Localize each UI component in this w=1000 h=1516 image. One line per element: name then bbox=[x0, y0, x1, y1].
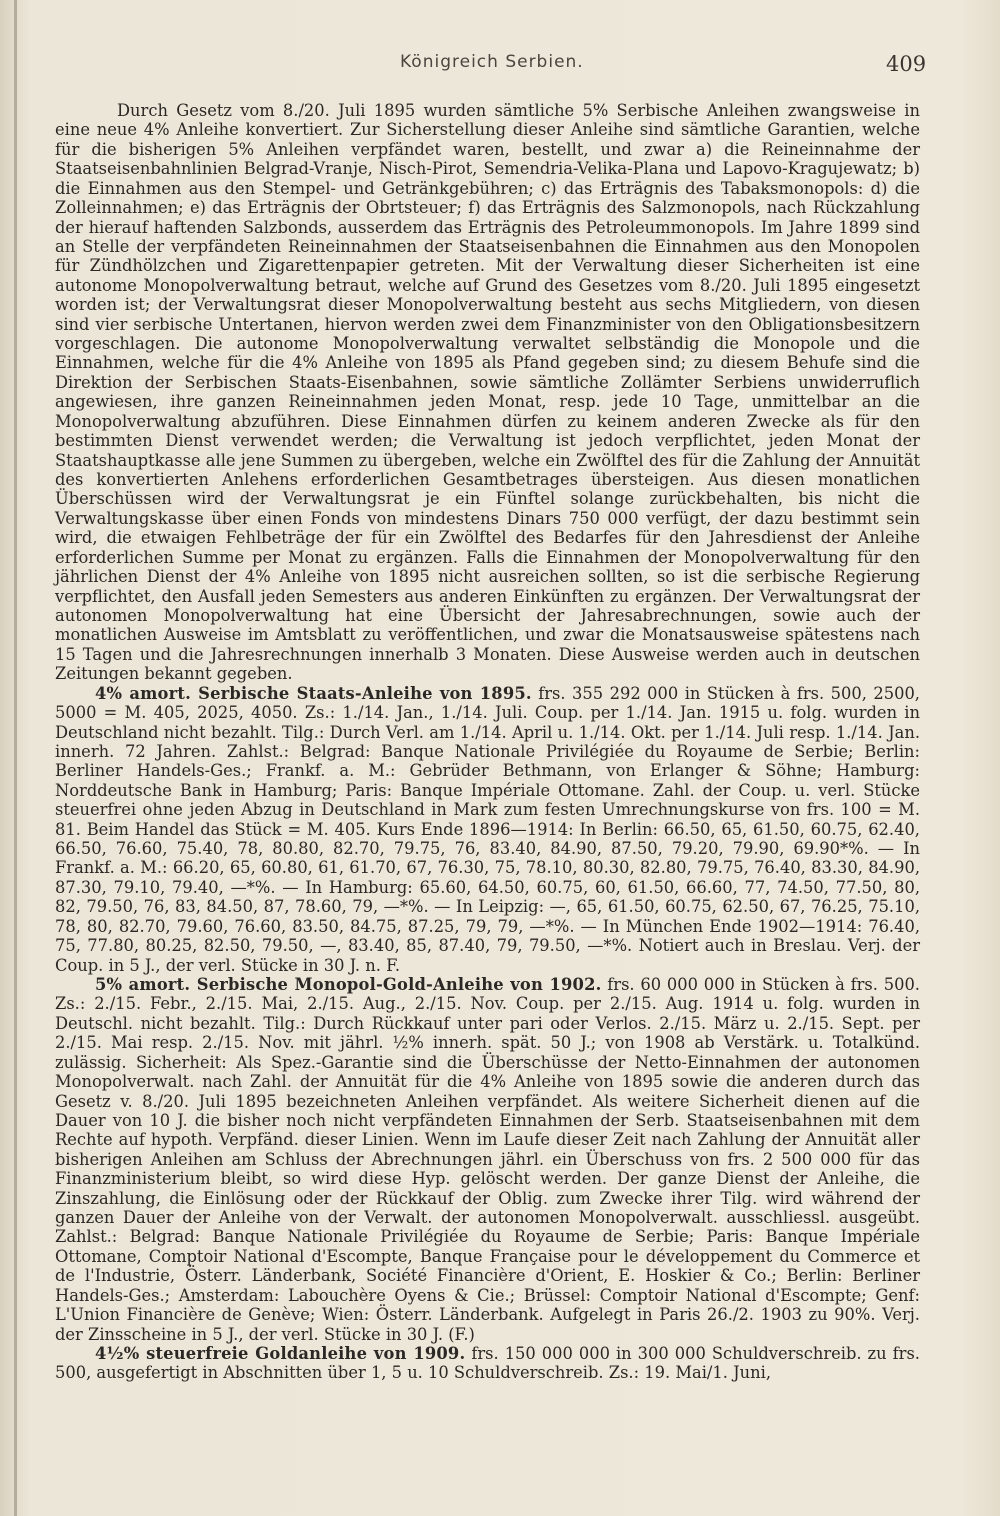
page-number: 409 bbox=[886, 52, 927, 76]
entry-heading: 4½% steuerfreie Goldanleihe von 1909. bbox=[95, 1344, 466, 1363]
entry-text: frs. 60 000 000 in Stücken à frs. 500. Zs.: 2./15. Febr., 2./15. Mai, 2./15. Aug., 2./15. Nov. Coup. per 2./15. Aug. 1914 u. folg. wurden in Deutschl. nicht bezahlt. Tilg.: Durch Rückkauf unter pari oder Verlos. 2./15. März u. 2./15. Sept. per 2./15. Mai resp. 2./15. Nov. mit jährl. ½% innerh. spät. 50 J.; von 1908 ab Verstärk. u. Totalkünd. zulässig. Sicherheit: Als Spez.-Garantie sind die Überschüsse der Netto-Einnahmen der autonomen Monopolverwalt. nach Zahl. der Annuität für die 4% Anleihe von 1895 sowie die anderen durch das Gesetz v. 8./20. Juli 1895 bezeichneten Anleihen verpfändet. Als weitere Sicherheit dienen auf die Dauer von 10 J. die bisher noch nicht verpfändeten Einnahmen der Serb. Staatseisenbahnen mit dem Rechte auf hypoth. Verpfänd. dieser Linien. Wenn im Laufe dieser Zeit nach Zahlung der Annuität aller bisherigen Anleihen am Schluss der Abrechnungen jährl. ein Überschuss von frs. 2 500 000 für das Finanzministerium bleibt, so wird diese Hyp. gelöscht werden. Der ganze Dienst der Anleihe, die Zinszahlung, die Einlösung oder der Rückkauf der Oblig. zum Zwecke ihrer Tilg. wird während der ganzen Dauer der Anleihe von der Verwalt. der autonomen Monopolverwalt. ausschliessl. ausgeübt. Zahlst.: Belgrad: Banque Nationale Privilégiée du Royaume de Serbie; Paris: Banque Impériale Ottomane, Comptoir National d'Escompte, Banque Française pour le développement du Commerce et de l'Industrie, Österr. Länderbank, Société Financière d'Orient, E. Hoskier & Co.; Berlin: Berliner Handels-Ges.; Amsterdam: Labouchère Oyens & Cie.; Brüssel: Comptoir National d'Escompte; Genf: L'Union Financière de Genève; Wien: Österr. Länderbank. Aufgelegt in Paris 26./2. 1903 zu 90%. Verj. der Zinsscheine in 5 J., der verl. Stücke in 30 J. (F.) bbox=[55, 974, 920, 1344]
entry-heading: 4% amort. Serbische Staats-Anleihe von 1895. bbox=[95, 683, 532, 703]
paragraph-text: Durch Gesetz vom 8./20. Juli 1895 wurden sämtliche 5% Serbische Anleihen zwangsweise in eine neue 4% Anleihe konvertiert. Zur Sicherstellung dieser Anleihe sind sämtliche Garantien, welche für die bisherigen 5% Anleihen verpfändet waren, bestellt, und zwar a) die Reineinnahme der Staatseisenbahnlinien Belgrad-Vranje, Nisch-Pirot, Semendria-Velika-Plana und Lapovo-Kragujewatz; b) die Einnahmen aus den Stempel- und Getränkgebühren; c) das Erträgnis des Tabaksmonopols: d) die Zolleinnahmen; e) das Erträgnis der Obrtsteuer; f) das Erträgnis des Salzmonopols, nach Rückzahlung der hierauf haftenden Salzbonds, ausserdem das Erträgnis des Petroleummonopols. Im Jahre 1899 sind an Stelle der verpfändeten Reineinnahmen der Staatseisenbahnen die Einnahmen aus den Monopolen für Zündhölzchen und Zigarettenpapier getreten. Mit der Verwaltung dieser Sicherheiten ist eine autonome Monopolverwaltung betraut, welche auf Grund des Gesetzes vom 8./20. Juli 1895 eingesetzt worden ist; der Verwaltungsrat dieser Monopolverwaltung besteht aus sechs Mitgliedern, von diesen sind vier serbische Untertanen, hiervon werden zwei dem Finanzminister von den Obligationsbesitzern vorgeschlagen. Die autonome Monopolverwaltung verwaltet selbständig die Monopole und die Einnahmen, welche für die 4% Anleihe von 1895 als Pfand gegeben sind; zu diesem Behufe sind die Direktion der Serbischen Staats-Eisenbahnen, sowie sämtliche Zollämter Serbiens unwiderruflich angewiesen, ihre ganzen Reineinnahmen jeden Monat, resp. jede 10 Tage, unmittelbar an die Monopolverwaltung abzuführen. Diese Einnahmen dürfen zu keinem anderen Zwecke als für den bestimmten Dienst verwendet werden; die Verwaltung ist jedoch verpflichtet, jeden Monat der Staatshauptkasse alle jene Summen zu übergeben, welche ein Zwölftel des für die Zahlung der Annuität des konvertierten Anlehens erforderlichen Gesamtbetrages übersteigen. Aus diesen monatlichen Überschüssen wird der Verwaltungsrat je ein Fünftel solange zurückbehalten, bis nicht die Verwaltungskasse über einen Fonds von mindestens Dinars 750 000 verfügt, der dazu bestimmt sein wird, die etwaigen Fehlbeträge der für ein Zwölftel des Bedarfes für den Jahresdienst der Anleihe erforderlichen Summe per Monat zu ergänzen. Falls die Einnahmen der Monopolverwaltung für den jährlichen Dienst der 4% Anleihe von 1895 nicht ausreichen sollten, so ist die serbische Regierung verpflichtet, den Ausfall jeden Semesters aus anderen Einkünften zu ergänzen. Der Verwaltungsrat der autonomen Monopolverwaltung hat eine Übersicht der Jahresabrechnungen, sowie auch der monatlichen Ausweise im Amtsblatt zu veröffentlichen, und zwar die Monatsausweise spätestens nach 15 Tagen und die Jahresrechnungen innerhalb 3 Monaten. Diese Ausweise werden auch in deutschen Zeitungen bekannt gegeben. bbox=[55, 101, 920, 684]
intro-paragraph bbox=[55, 101, 920, 684]
entry-text: frs. 150 000 000 in 300 000 Schuldverschreib. zu frs. 500, ausgefertigt in Abschnitten über 1, 5 u. 10 Schuldverschreib. Zs.: 19. Mai/1. Juni, bbox=[55, 1344, 920, 1383]
running-header bbox=[0, 52, 1000, 76]
binding-edge bbox=[14, 0, 17, 1516]
entry-heading: 5% amort. Serbische Monopol-Gold-Anleihe von 1902. bbox=[95, 974, 602, 994]
page-body bbox=[55, 101, 920, 1383]
entry-text: frs. 355 292 000 in Stücken à frs. 500, 2500, 5000 = M. 405, 2025, 4050. Zs.: 1./14. Jan., 1./14. Juli. Coup. per 1./14. Jan. 1915 u. folg. wurden in Deutschland nicht bezahlt. Tilg.: Durch Verl. am 1./14. April u. 1./14. Okt. per 1./14. Juli resp. 1./14. Jan. innerh. 72 Jahren. Zahlst.: Belgrad: Banque Nationale Privilégiée du Royaume de Serbie; Berlin: Berliner Handels-Ges.; Frankf. a. M.: Gebrüder Bethmann, von Erlanger & Söhne; Hamburg: Norddeutsche Bank in Hamburg; Paris: Banque Impériale Ottomane. Zahl. der Coup. u. verl. Stücke steuerfrei ohne jeden Abzug in Deutschland in Mark zum festen Umrechnungskurse von frs. 100 = M. 81. Beim Handel das Stück = M. 405. Kurs Ende 1896—1914: In Berlin: 66.50, 65, 61.50, 60.75, 62.40, 66.50, 76.60, 75.40, 78, 80.80, 82.70, 79.75, 76, 83.40, 84.90, 87.50, 79.20, 79.90, 69.90*%. — In Frankf. a. M.: 66.20, 65, 60.80, 61, 61.70, 67, 76.30, 75, 78.10, 80.30, 82.80, 79.75, 76.40, 83.30, 84.90, 87.30, 79.10, 79.40, —*%. — In Hamburg: 65.60, 64.50, 60.75, 60, 61.50, 66.60, 77, 74.50, 77.50, 80, 82, 79.50, 76, 83, 84.50, 87, 78.60, 79, —*%. — In Leipzig: —, 65, 61.50, 60.75, 62.50, 67, 76.25, 75.10, 78, 80, 82.70, 79.60, 76.60, 83.50, 84.75, 87.25, 79, 79, —*%. — In München Ende 1902—1914: 76.40, 75, 77.80, 80.25, 82.50, 79.50, —, 83.40, 85, 87.40, 79, 79.50, —*%. Notiert auch in Breslau. Verj. der Coup. in 5 J., der verl. Stücke in 30 J. n. F. bbox=[55, 683, 920, 975]
loan-1895-entry bbox=[55, 684, 920, 975]
running-title: Königreich Serbien. bbox=[400, 52, 584, 72]
loan-1902-entry bbox=[55, 975, 920, 1344]
loan-1909-entry bbox=[55, 1344, 920, 1383]
